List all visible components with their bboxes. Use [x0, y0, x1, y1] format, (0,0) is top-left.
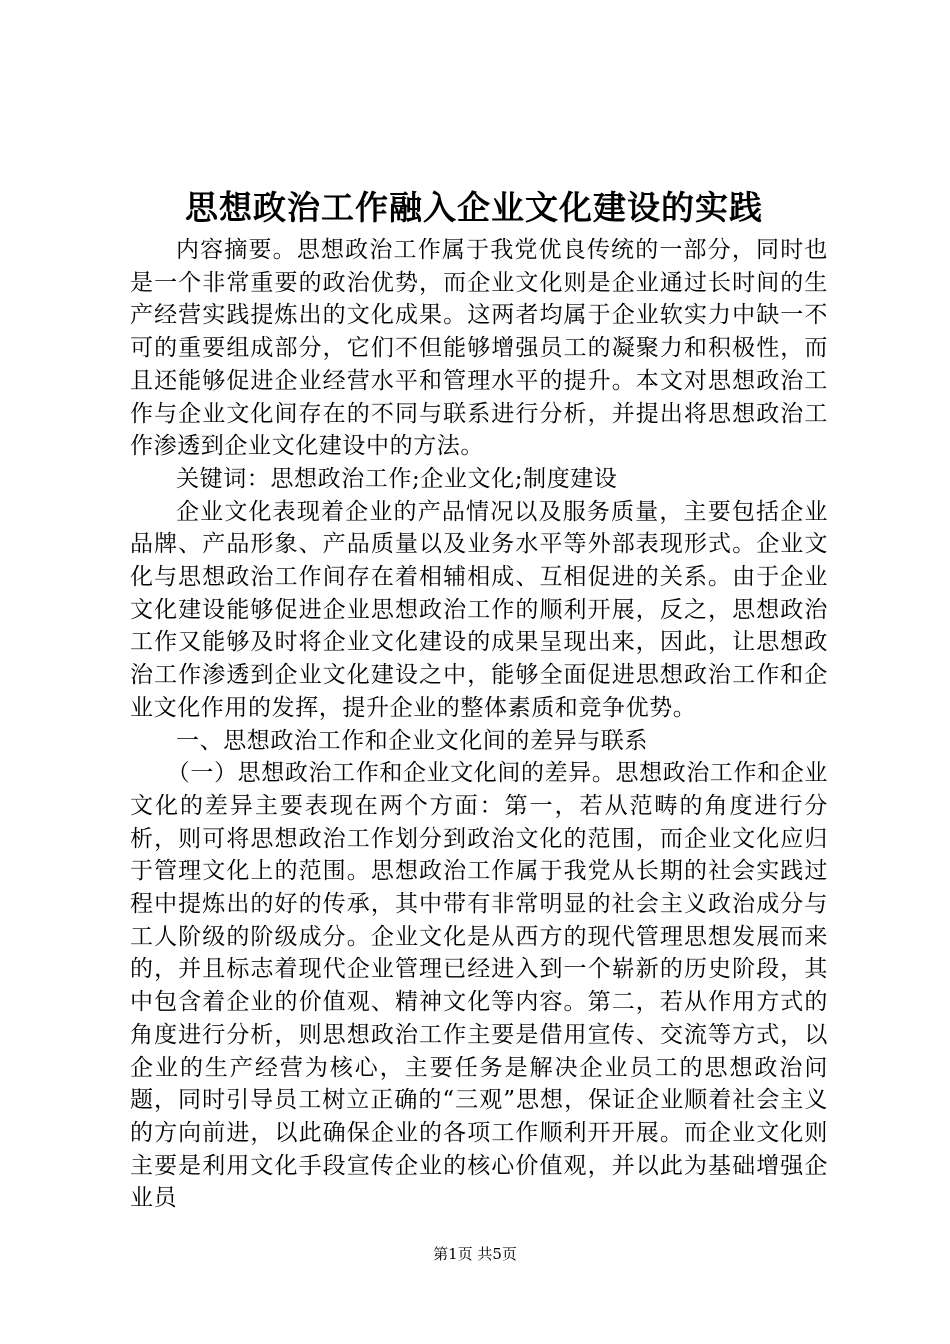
intro-paragraph: 企业文化表现着企业的产品情况以及服务质量，主要包括企业品牌、产品形象、产品质量以及业务水平等外部表现形式。企业文化与思想政治工作间存在着相辅相成、互相促进的关系。由于企业文化建设能够促进企业思想政治工作的顺利开展，反之，思想政治工作又能够及时将企业文化建设的成果呈现出来，因此，让思想政治工作渗透到企业文化建设之中，能够全面促进思想政治工作和企业文化作用的发挥，提升企业的整体素质和竞争优势。	[130, 498, 828, 721]
page-footer: 第1页 共5页	[433, 1245, 517, 1263]
keywords-paragraph: 关键词：思想政治工作;企业文化;制度建设	[176, 465, 618, 492]
abstract-paragraph: 内容摘要。思想政治工作属于我党优良传统的一部分，同时也是一个非常重要的政治优势，而企业文化则是企业通过长时间的生产经营实践提炼出的文化成果。这两者均属于企业软实力中缺一不可的重要组成部分，它们不但能够增强员工的凝聚力和积极性，而且还能够促进企业经营水平和管理水平的提升。本文对思想政治工作与企业文化间存在的不同与联系进行分析，并提出将思想政治工作渗透到企业文化建设中的方法。	[130, 237, 828, 460]
document-title: 思想政治工作融入企业文化建设的实践	[185, 188, 763, 227]
subsection-paragraph: （一）思想政治工作和企业文化间的差异。思想政治工作和企业文化的差异主要表现在两个方面：第一，若从范畴的角度进行分析，则可将思想政治工作划分到政治文化的范围，而企业文化应归于管理文化上的范围。思想政治工作属于我党从长期的社会实践过程中提炼出的好的传承，其中带有非常明显的社会主义政治成分与工人阶级的阶级成分。企业文化是从西方的现代管理思想发展而来的，并且标志着现代企业管理已经进入到一个崭新的历史阶段，其中包含着企业的价值观、精神文化等内容。第二，若从作用方式的角度进行分析，则思想政治工作主要是借用宣传、交流等方式，以企业的生产经营为核心，主要任务是解决企业员工的思想政治问题，同时引导员工树立正确的“三观”思想，保证企业顺着社会主义的方向前进，以此确保企业的各项工作顺利开开展。而企业文化则主要是利用文化手段宣传企业的核心价值观，并以此为基础增强企业员	[130, 760, 828, 1212]
document-page	[130, 184, 828, 1215]
section-heading: 一、思想政治工作和企业文化间的差异与联系	[176, 727, 648, 754]
